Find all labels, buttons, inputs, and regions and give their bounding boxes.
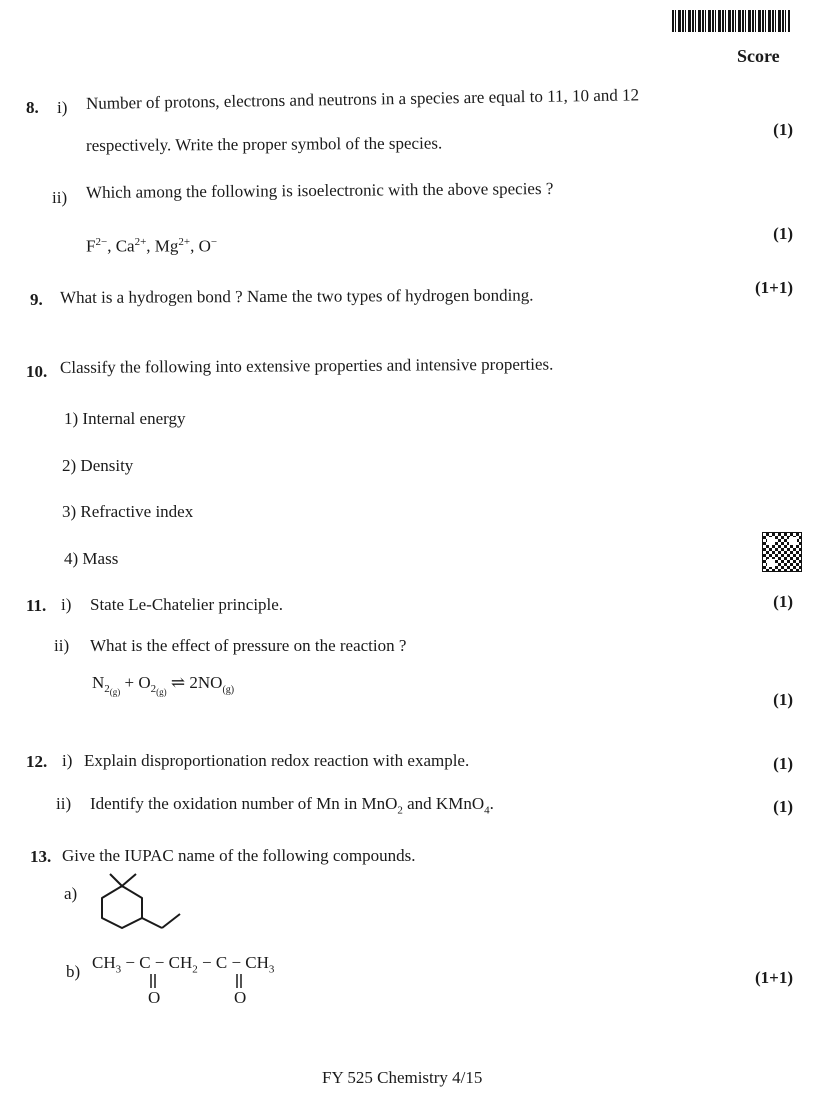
q12-ii-mark: (1) <box>773 797 793 816</box>
qr-code <box>762 532 802 572</box>
q9-number: 9. <box>30 290 43 309</box>
carbonyl-oxygen-2: O <box>234 988 247 1007</box>
q8-i-label: i) <box>57 98 68 117</box>
q8-ii-options: $F^{2-}$, $Ca^{2+}$, $Mg^{2+}$, O− <box>86 236 218 256</box>
q13-mark: (1+1) <box>754 968 793 987</box>
q13-b-formula: $CH_3 - C - CH_2 - C - CH_3$ <box>92 953 275 976</box>
q10-item: 2) Density <box>62 456 134 475</box>
q13-a-label: a) <box>64 884 78 903</box>
q11-number: 11. <box>26 596 47 615</box>
q9-mark: (1+1) <box>754 278 793 297</box>
q11-i-mark: (1) <box>773 592 793 611</box>
q10-number: 10. <box>26 362 48 381</box>
q11-reaction: $N_{2_{(g)}} + O_{2_{(g)}}$ ⇌ $2NO_{(g)}$ <box>92 673 235 698</box>
q8-i-line2: respectively. Write the proper symbol of the species. <box>85 133 443 155</box>
q8-ii-text: Which among the following is isoelectronic with the above species ? <box>85 178 554 202</box>
q12-i-label: i) <box>62 751 73 770</box>
q10-item: 3) Refractive index <box>62 502 194 521</box>
q13-text: Give the IUPAC name of the following compounds. <box>62 846 416 865</box>
q12-i-text: Explain disproportionation redox reaction with example. <box>84 751 470 770</box>
q11-ii-text: What is the effect of pressure on the reaction ? <box>90 636 407 655</box>
q8-i-mark: (1) <box>773 120 793 139</box>
q11-i-text: State Le-Chatelier principle. <box>90 595 284 614</box>
q11-ii-label: ii) <box>54 636 70 655</box>
q11-i-label: i) <box>61 595 72 614</box>
q8-number: 8. <box>26 98 39 117</box>
carbonyl-oxygen-1: O <box>148 988 161 1007</box>
q8-ii-mark: (1) <box>773 224 793 243</box>
q13-number: 13. <box>30 847 52 866</box>
q10-item: 1) Internal energy <box>64 409 186 428</box>
q12-ii-label: ii) <box>56 794 72 813</box>
q11-ii-mark: (1) <box>773 690 793 709</box>
q12-i-mark: (1) <box>773 754 793 773</box>
score-label: Score <box>737 46 780 66</box>
q13-b-label: b) <box>66 962 81 981</box>
q8-ii-label: ii) <box>52 188 68 207</box>
q9-text: What is a hydrogen bond ? Name the two types of hydrogen bonding. <box>59 285 534 307</box>
q10-item: 4) Mass <box>64 549 119 568</box>
q10-text: Classify the following into extensive properties and intensive properties. <box>59 354 554 377</box>
q12-ii-text: Identify the oxidation number of Mn in MnO$_2$ and KMnO$_4$. <box>90 794 494 817</box>
barcode <box>672 10 790 32</box>
cyclohexane-structure <box>96 868 188 936</box>
page-footer: FY 525 Chemistry 4/15 <box>322 1068 483 1087</box>
q8-i-line1: Number of protons, electrons and neutrons in a species are equal to 11, 10 and 12 <box>85 85 640 113</box>
q12-number: 12. <box>26 752 48 771</box>
